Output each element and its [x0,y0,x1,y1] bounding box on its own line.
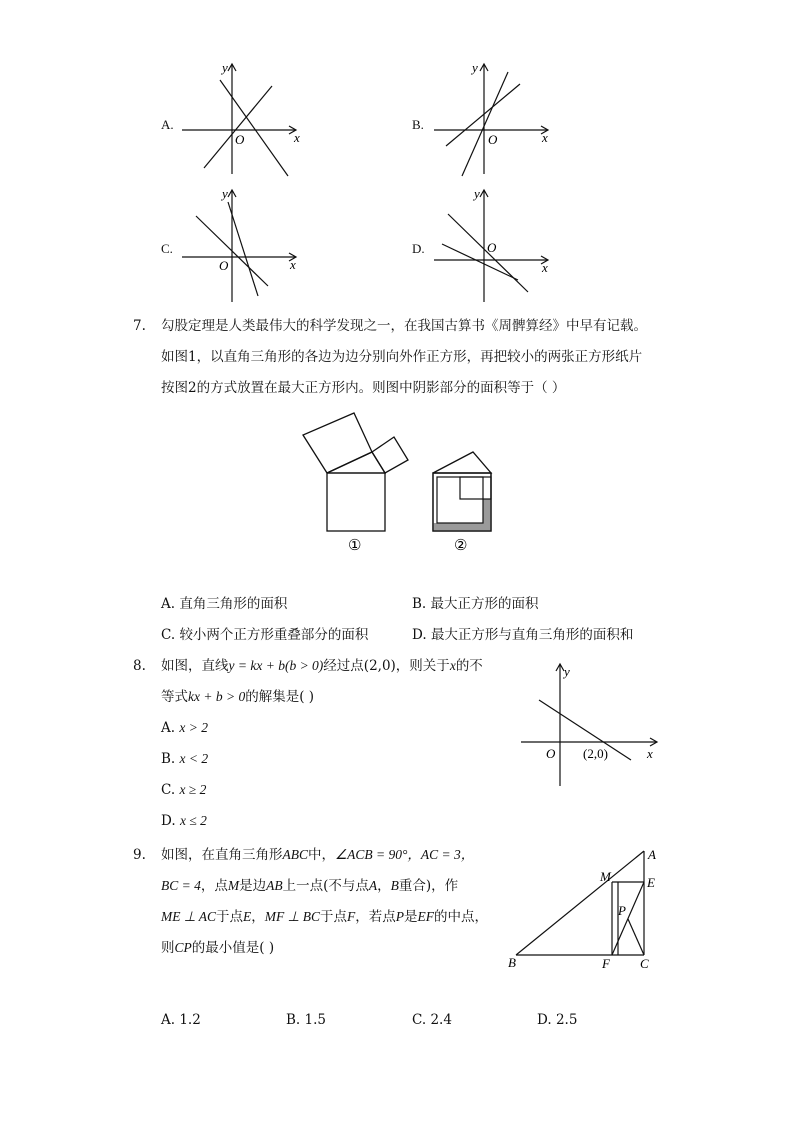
q7-fig1-square-right [372,437,408,473]
q6-option-b-label: B. [412,117,424,132]
q8-number: 8. [133,658,146,674]
q6-b-x-label: x [542,130,548,145]
q9-label-c: C [640,956,649,971]
q8-option-c: C. x ≥ 2 [161,782,207,798]
q7-fig2-shade-right [483,499,491,531]
q7-option-b-text: 最大正方形的面积 [430,596,539,612]
q8-graph [515,660,665,790]
q9-label-b: B [508,955,516,970]
q7-fig2-triangle [433,452,491,473]
q9-line-4: 则CP的最小值是( ) [161,940,275,956]
q8-option-a: A. x > 2 [161,720,208,736]
q9-label-p: P [618,903,626,918]
q7-option-a-text: 直角三角形的面积 [179,596,288,612]
q7-option-a-label: A. [161,596,176,612]
q9-number: 9. [133,847,146,863]
q6-b-origin: O [488,132,498,147]
q6-c-x-label: x [290,257,296,272]
q7-option-d [412,625,633,645]
q7-fig1-label: ① [348,538,362,554]
q6-c-origin: O [219,258,229,273]
q7-line-2: 如图1，以直角三角形的各边为边分别向外作正方形，再把较小的两张正方形纸片 [161,349,643,365]
q6-option-c-label: C. [161,241,173,256]
q7-fig1-triangle [327,452,385,473]
q9-option-b: B. 1.5 [286,1012,326,1028]
q6-graph-a [176,58,306,178]
q8-line-2: 等式kx + b > 0的解集是( ) [161,689,315,705]
q7-fig2-square-small [460,477,491,499]
q7-option-d-text: 最大正方形与直角三角形的面积和 [430,627,634,643]
q9-option-a: A. 1.2 [161,1012,201,1028]
q6-option-d-label: D. [412,241,425,256]
q7-option-d-label: D. [412,627,427,643]
q7-option-c-label: C. [161,627,176,643]
q6-option-a-label: A. [161,117,174,132]
q6-b-y-label: y [472,60,478,75]
q7-option-b-label: B. [412,596,427,612]
q8-y-label: y [564,664,570,679]
q6-d-y-label: y [474,186,480,201]
q7-line-3: 按图2的方式放置在最大正方形内。则图中阴影部分的面积等于（ ） [161,380,566,396]
q7-option-a [161,594,287,614]
q7-line-1: 勾股定理是人类最伟大的科学发现之一，在我国古算书《周髀算经》中早有记载。 [161,318,647,334]
q7-number: 7. [133,318,146,334]
q8-option-d: D. x ≤ 2 [161,813,207,829]
q7-fig2-large-square [433,473,491,531]
q6-a-origin: O [235,132,245,147]
q7-figures [290,405,510,555]
q6-a-y-label: y [222,60,228,75]
q6-graph-d [428,182,558,306]
q7-option-c [161,625,368,645]
q9-label-f: F [602,956,610,971]
q6-graph-c [176,182,306,306]
q8-x-label: x [647,746,653,761]
q9-line-1: 如图，在直角三角形ABC中，∠ACB = 90°，AC = 3， [161,847,475,863]
q8-option-b: B. x < 2 [161,751,209,767]
q7-fig2-label: ② [454,538,468,554]
q7-option-c-text: 较小两个正方形重叠部分的面积 [179,627,369,643]
q7-fig1-square-left [303,413,372,473]
q7-fig2-shade-bottom [433,523,491,531]
q6-graph-b [428,58,558,178]
q9-label-a: A [648,847,656,862]
q8-point-label: (2,0) [583,746,608,761]
q6-a-x-label: x [294,130,300,145]
q6-d-x-label: x [542,260,548,275]
q9-label-m: M [600,869,611,884]
q9-label-e: E [647,875,655,890]
q7-fig1-large-square [327,473,385,531]
q6-d-origin: O [487,240,497,255]
q9-option-d: D. 2.5 [537,1012,578,1028]
q6-c-y-label: y [222,186,228,201]
q7-option-b [412,594,539,614]
q8-origin: O [546,746,556,761]
q9-option-c: C. 2.4 [412,1012,452,1028]
q9-line-2: BC = 4，点M是边AB上一点(不与点A，B重合)，作 [161,878,459,894]
q8-line-1: 如图，直线y = kx + b(b > 0)经过点(2,0)，则关于x的不 [161,658,483,674]
q9-figure [500,843,670,973]
q9-line-3: ME ⊥ AC于点E，MF ⊥ BC于点F，若点P是EF的中点， [161,909,489,925]
